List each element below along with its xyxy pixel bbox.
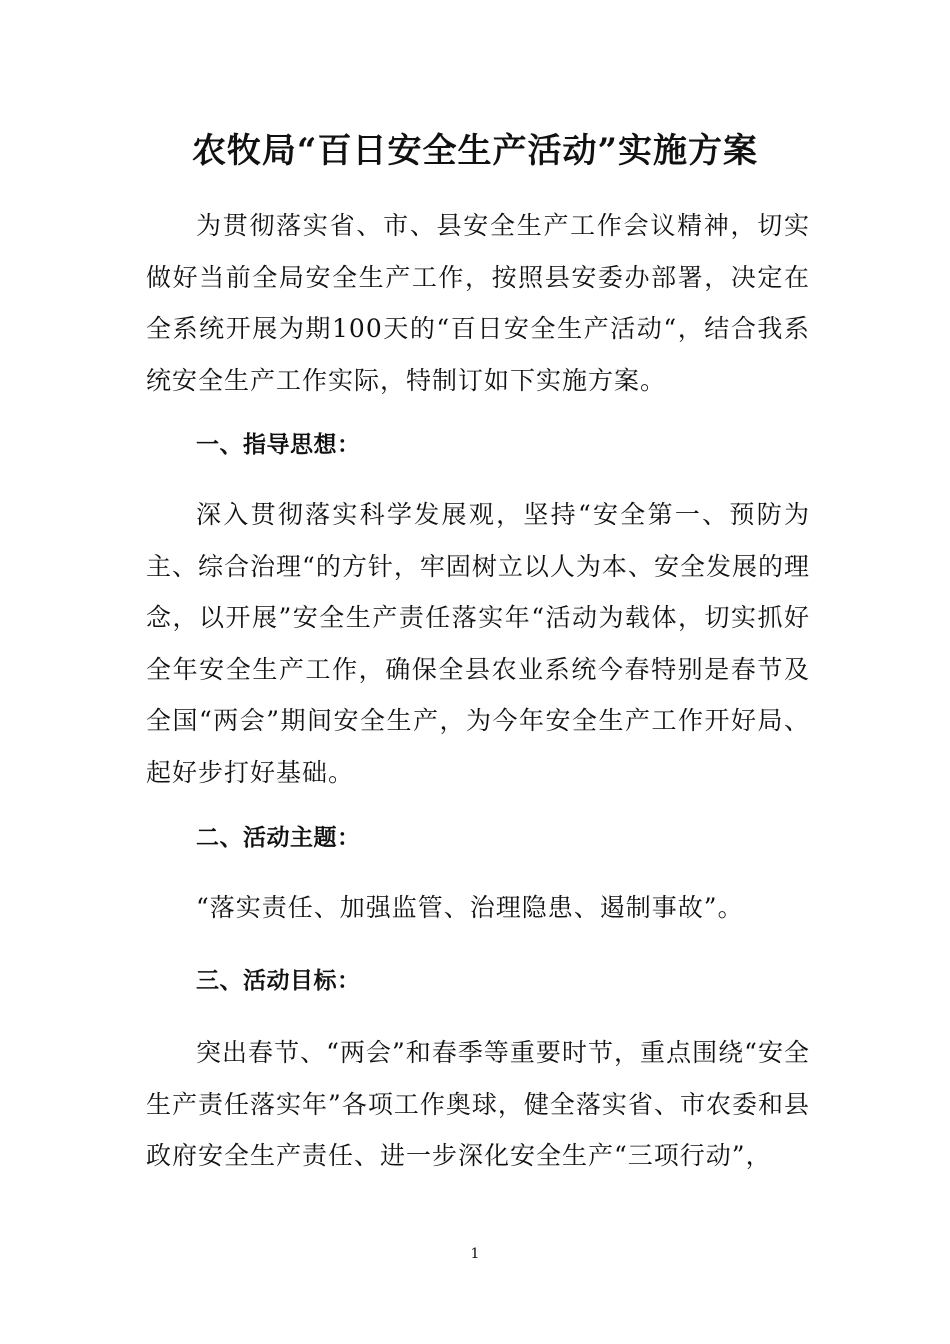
section-heading-activity-goals: 三、活动目标： — [196, 968, 361, 994]
section-heading-activity-theme: 二、活动主题： — [196, 825, 361, 851]
page-number: 1 — [470, 1246, 480, 1262]
section-body-activity-theme: “落实责任、加强监管、治理隐患、遏制事故”。 — [196, 893, 744, 922]
section-body-guiding-ideology: 深入贯彻落实科学发展观，坚持“安全第一、预防为主、综合治理“的方针，牢固树立以人为本、安全发展的理念，以开展”安全生产责任落实年“活动为载体，切实抓好全年安全生产工作，确保全县农业系统今春特别是春节及全国“两会”期间安全生产，为今年安全生产工作开好局、起好步打好基础。 — [146, 500, 810, 787]
document-title: 农牧局“百日安全生产活动”实施方案 — [191, 131, 759, 171]
section-heading-guiding-ideology: 一、指导思想： — [196, 432, 361, 458]
section-body-activity-goals: 突出春节、“两会”和春季等重要时节，重点围绕“安全生产责任落实年”各项工作奥球，健全落实省、市农委和县政府安全生产责任、进一步深化安全生产“三项行动”， — [146, 1038, 810, 1170]
intro-paragraph: 为贯彻落实省、市、县安全生产工作会议精神，切实做好当前全局安全生产工作，按照县安委办部署，决定在全系统开展为期100天的“百日安全生产活动“，结合我系统安全生产工作实际，特制订如下实施方案。 — [146, 211, 810, 395]
